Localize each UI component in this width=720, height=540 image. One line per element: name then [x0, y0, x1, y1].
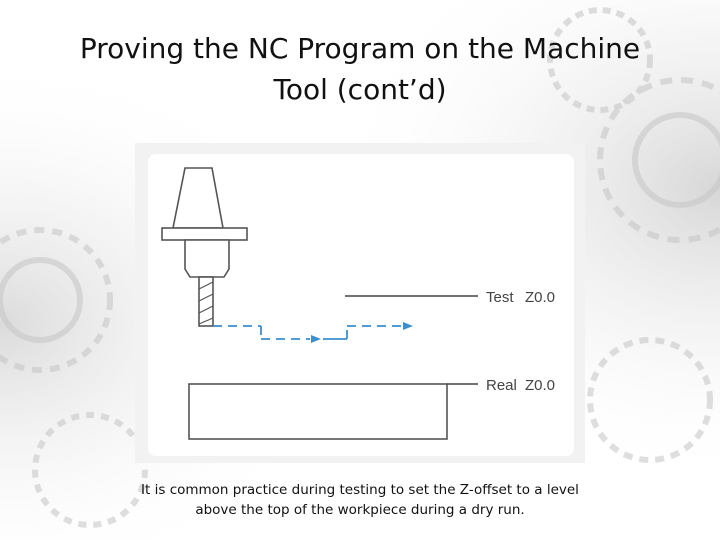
- slide-title: [30, 28, 690, 110]
- title-line-1: Proving the NC Program on the Machine: [79, 32, 641, 65]
- real-z-label: Z0.0: [525, 377, 556, 394]
- tool-holder-flange: [162, 228, 247, 240]
- dry-run-toolpath: [213, 326, 405, 339]
- real-label: Real: [486, 377, 517, 394]
- workpiece: [189, 384, 447, 439]
- caption-line-1: It is common practice during testing to set the Z-offset to a level: [141, 482, 579, 498]
- tool-collet: [185, 240, 229, 277]
- toolpath-arrow-1: [311, 335, 321, 343]
- tool-holder-taper: [173, 168, 223, 228]
- toolpath-arrow-2: [403, 322, 413, 330]
- z-offset-diagram: [135, 143, 585, 463]
- figure-caption: [80, 480, 640, 520]
- test-z-label: Z0.0: [525, 289, 556, 306]
- caption-line-2: above the top of the workpiece during a dry run.: [195, 502, 525, 518]
- test-label: Test: [486, 289, 514, 306]
- title-line-2: Tool (cont’d): [273, 73, 447, 106]
